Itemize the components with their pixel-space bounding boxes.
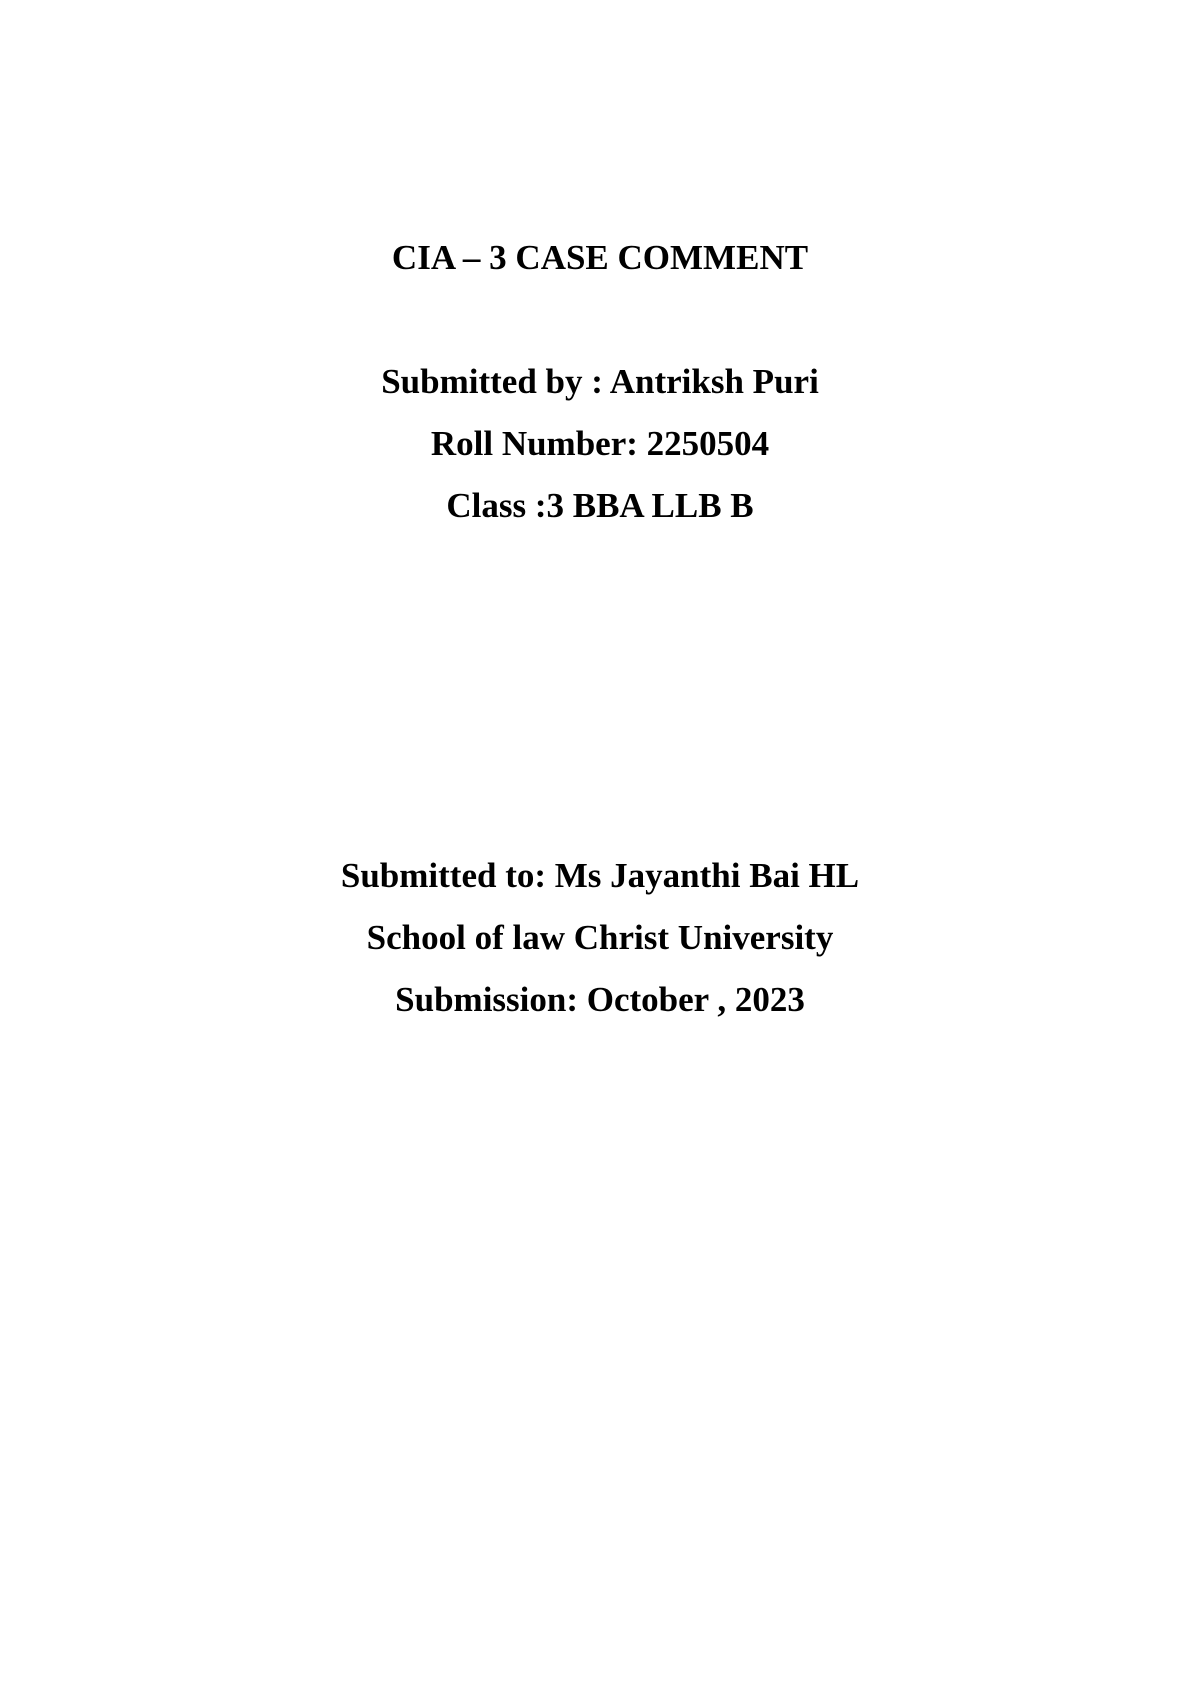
submitted-to-line: Submitted to: Ms Jayanthi Bai HL [340,856,860,895]
class-line: Class :3 BBA LLB B [446,486,754,525]
institution-line: School of law Christ University [366,918,834,957]
document-title: CIA – 3 CASE COMMENT [391,238,809,277]
submitted-by-line: Submitted by : Antriksh Puri [381,362,819,401]
submission-date-line: Submission: October , 2023 [395,980,805,1019]
roll-number-line: Roll Number: 2250504 [430,424,770,463]
